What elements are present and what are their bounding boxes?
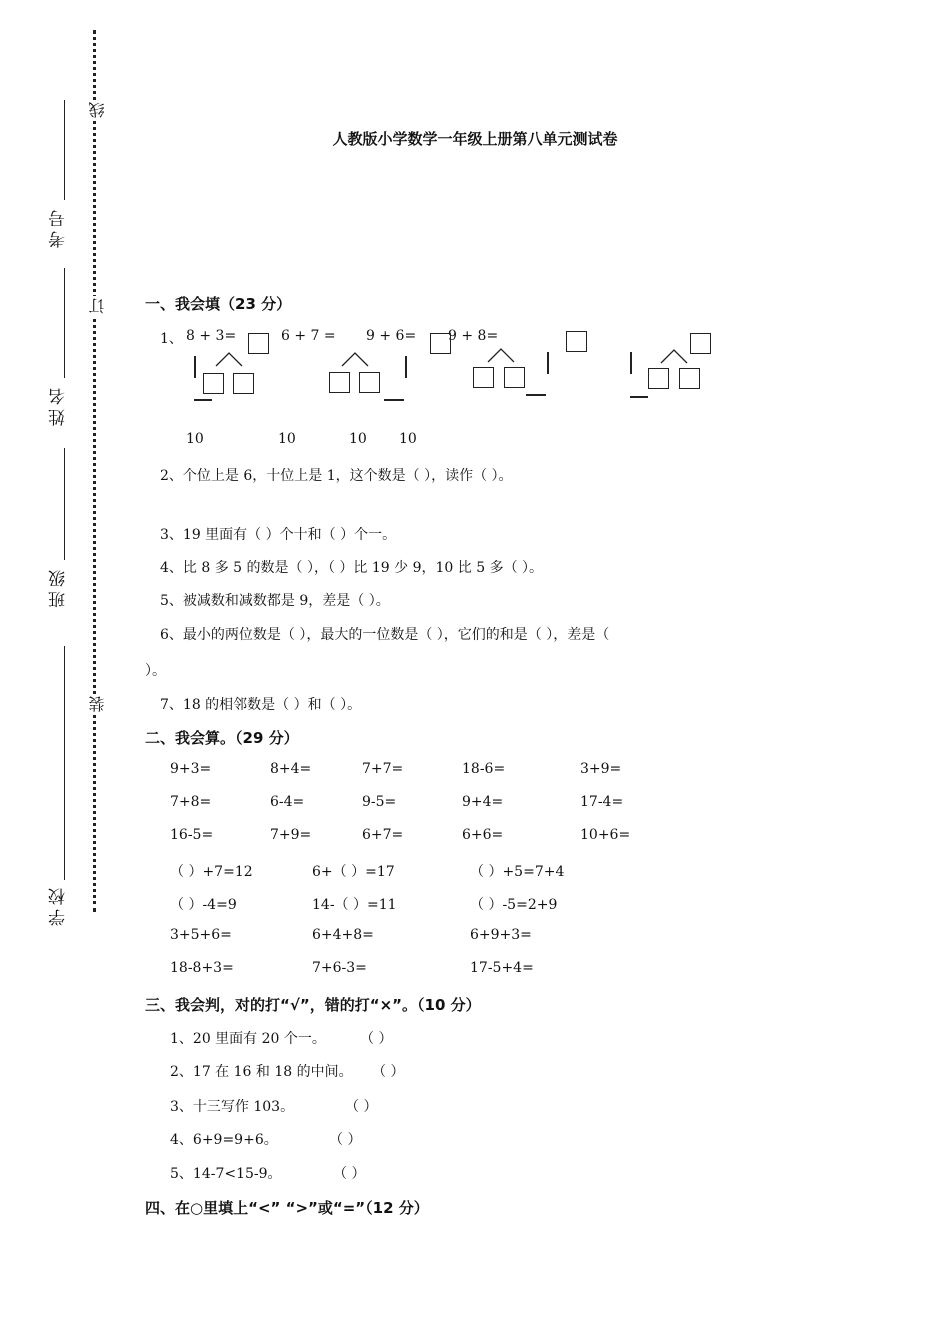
question-4: 4、比 8 多 5 的数是（ ），（ ）比 19 少 9，10 比 5 多（ ）。 (160, 560, 544, 576)
bracket-stroke (405, 356, 407, 378)
answer-box[interactable] (430, 333, 451, 354)
answer-box[interactable] (504, 367, 525, 388)
calc-item: 7+6-3= (312, 960, 367, 976)
answer-box[interactable] (203, 373, 224, 394)
question-3: 3、19 里面有（ ）个十和（ ）个一。 (160, 527, 397, 543)
q1-tens-4: 10 (399, 431, 417, 447)
page-title: 人教版小学数学一年级上册第八单元测试卷 (332, 130, 618, 148)
section4-heading: 四、在○里填上“<” “>”或“=”（12 分） (145, 1199, 429, 1217)
calc-item: 17-5+4= (470, 960, 534, 976)
calc-item: 9+4= (462, 794, 504, 810)
judge-item-5: 5、14-7<15-9。 (170, 1166, 282, 1182)
q1-tens-2: 10 (278, 431, 296, 447)
calc-item: 6+4+8= (312, 927, 374, 943)
bracket-stroke (194, 399, 212, 401)
number-label: 考号 (49, 206, 69, 248)
section3-heading: 三、我会判，对的打“√”，错的打“×”。（10 分） (145, 996, 481, 1014)
calc-item: 18-8+3= (170, 960, 234, 976)
q1-equation-3: 9 + 6= (366, 328, 417, 344)
bracket-stroke (384, 399, 404, 401)
split-branch-icon (214, 350, 244, 368)
margin-mark-order: 订 (88, 298, 107, 314)
answer-box[interactable] (473, 367, 494, 388)
calc-item: （ ）+5=7+4 (470, 864, 565, 880)
calc-item: （ ）+7=12 (170, 864, 253, 880)
calc-item: 9-5= (362, 794, 397, 810)
bracket-stroke (547, 352, 549, 374)
bracket-stroke (194, 356, 196, 378)
answer-box[interactable] (690, 333, 711, 354)
question-2: 2、个位上是 6，十位上是 1，这个数是（ ），读作（ ）。 (160, 468, 513, 484)
question-7: 7、18 的相邻数是（ ）和（ ）。 (160, 697, 362, 713)
judge-answer-2[interactable]: （ ） (372, 1064, 405, 1080)
answer-box[interactable] (566, 331, 587, 352)
calc-item: 7+7= (362, 761, 404, 777)
judge-answer-5[interactable]: （ ） (333, 1166, 366, 1182)
number-field-line[interactable] (64, 100, 65, 200)
name-field-line[interactable] (64, 268, 65, 378)
calc-item: 7+9= (270, 827, 312, 843)
calc-item: （ ）-4=9 (170, 897, 237, 913)
name-label: 姓名 (49, 384, 69, 426)
split-branch-icon (659, 347, 689, 365)
calc-item: 6-4= (270, 794, 305, 810)
calc-item: 16-5= (170, 827, 214, 843)
calc-item: 6+（ ）=17 (312, 864, 395, 880)
calc-item: 14-（ ）=11 (312, 897, 397, 913)
answer-box[interactable] (329, 372, 350, 393)
q1-equation-2: 6 + 7 = (281, 328, 336, 344)
q1-tens-3: 10 (349, 431, 367, 447)
split-branch-icon (340, 350, 370, 368)
calc-item: 3+5+6= (170, 927, 232, 943)
answer-box[interactable] (248, 333, 269, 354)
answer-box[interactable] (359, 372, 380, 393)
calc-item: 7+8= (170, 794, 212, 810)
judge-answer-1[interactable]: （ ） (360, 1031, 393, 1047)
answer-box[interactable] (648, 368, 669, 389)
judge-answer-4[interactable]: （ ） (329, 1132, 362, 1148)
calc-item: （ ）-5=2+9 (470, 897, 558, 913)
class-label: 班级 (49, 566, 69, 608)
school-field-line[interactable] (64, 646, 65, 880)
question-6-continued: ）。 (145, 663, 166, 679)
class-field-line[interactable] (64, 448, 65, 560)
judge-item-3: 3、十三写作 103。 (170, 1099, 295, 1115)
calc-item: 9+3= (170, 761, 212, 777)
answer-box[interactable] (679, 368, 700, 389)
calc-item: 10+6= (580, 827, 631, 843)
bracket-stroke (526, 394, 546, 396)
binding-dotted-line (93, 30, 96, 912)
answer-box[interactable] (233, 373, 254, 394)
question-5: 5、被减数和减数都是 9，差是（ ）。 (160, 593, 390, 609)
q1-equation-1: 8 + 3= (186, 328, 237, 344)
split-branch-icon (486, 346, 516, 364)
school-label: 学校 (49, 884, 69, 926)
q1-prefix: 1、 (160, 331, 183, 347)
question-6: 6、最小的两位数是（ ），最大的一位数是（ ），它们的和是（ ），差是（ (160, 627, 610, 643)
judge-answer-3[interactable]: （ ） (345, 1099, 378, 1115)
bracket-stroke (630, 352, 632, 374)
section2-heading: 二、我会算。（29 分） (145, 729, 299, 747)
judge-item-4: 4、6+9=9+6。 (170, 1132, 278, 1148)
judge-item-1: 1、20 里面有 20 个一。 (170, 1031, 326, 1047)
section1-heading: 一、我会填（23 分） (145, 295, 292, 313)
margin-mark-bind: 装 (88, 696, 107, 712)
calc-item: 17-4= (580, 794, 624, 810)
margin-mark-line: 线 (88, 102, 107, 118)
bracket-stroke (630, 396, 648, 398)
q1-equation-4: 9 + 8= (448, 328, 499, 344)
calc-item: 3+9= (580, 761, 622, 777)
calc-item: 8+4= (270, 761, 312, 777)
calc-item: 6+6= (462, 827, 504, 843)
judge-item-2: 2、17 在 16 和 18 的中间。 (170, 1064, 353, 1080)
q1-tens-1: 10 (186, 431, 204, 447)
calc-item: 18-6= (462, 761, 506, 777)
calc-item: 6+9+3= (470, 927, 532, 943)
calc-item: 6+7= (362, 827, 404, 843)
